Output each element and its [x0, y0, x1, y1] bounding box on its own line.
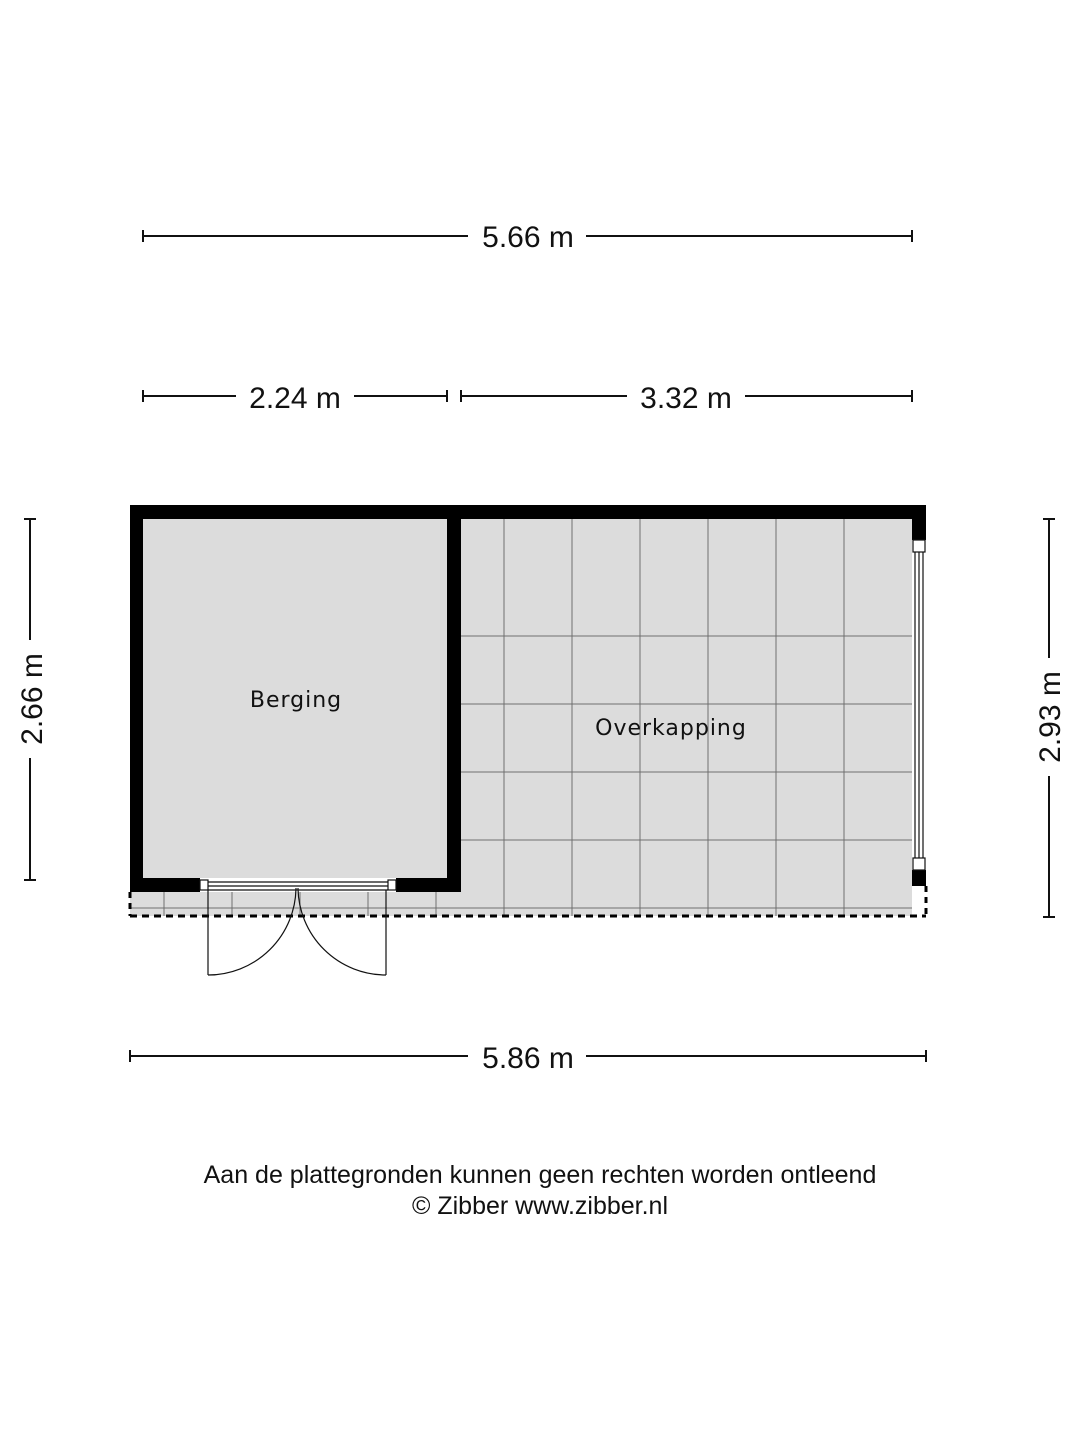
dimension-top-right-label: 3.32 m [640, 382, 732, 415]
right-window [913, 540, 925, 870]
dimension-left-height-label: 2.66 m [16, 653, 49, 745]
copyright-text: © Zibber www.zibber.nl [411, 1192, 669, 1220]
disclaimer-text: Aan de plattegronden kunnen geen rechten worden ontleend [203, 1161, 877, 1189]
room-label-berging: Berging [249, 688, 343, 713]
dimension-top-total-label: 5.66 m [482, 221, 574, 254]
dimension-right-height-label: 2.93 m [1034, 671, 1067, 763]
room-label-overkapping: Overkapping [595, 716, 747, 741]
dimension-bottom-total-label: 5.86 m [482, 1042, 574, 1075]
dimension-top-left-label: 2.24 m [249, 382, 341, 415]
